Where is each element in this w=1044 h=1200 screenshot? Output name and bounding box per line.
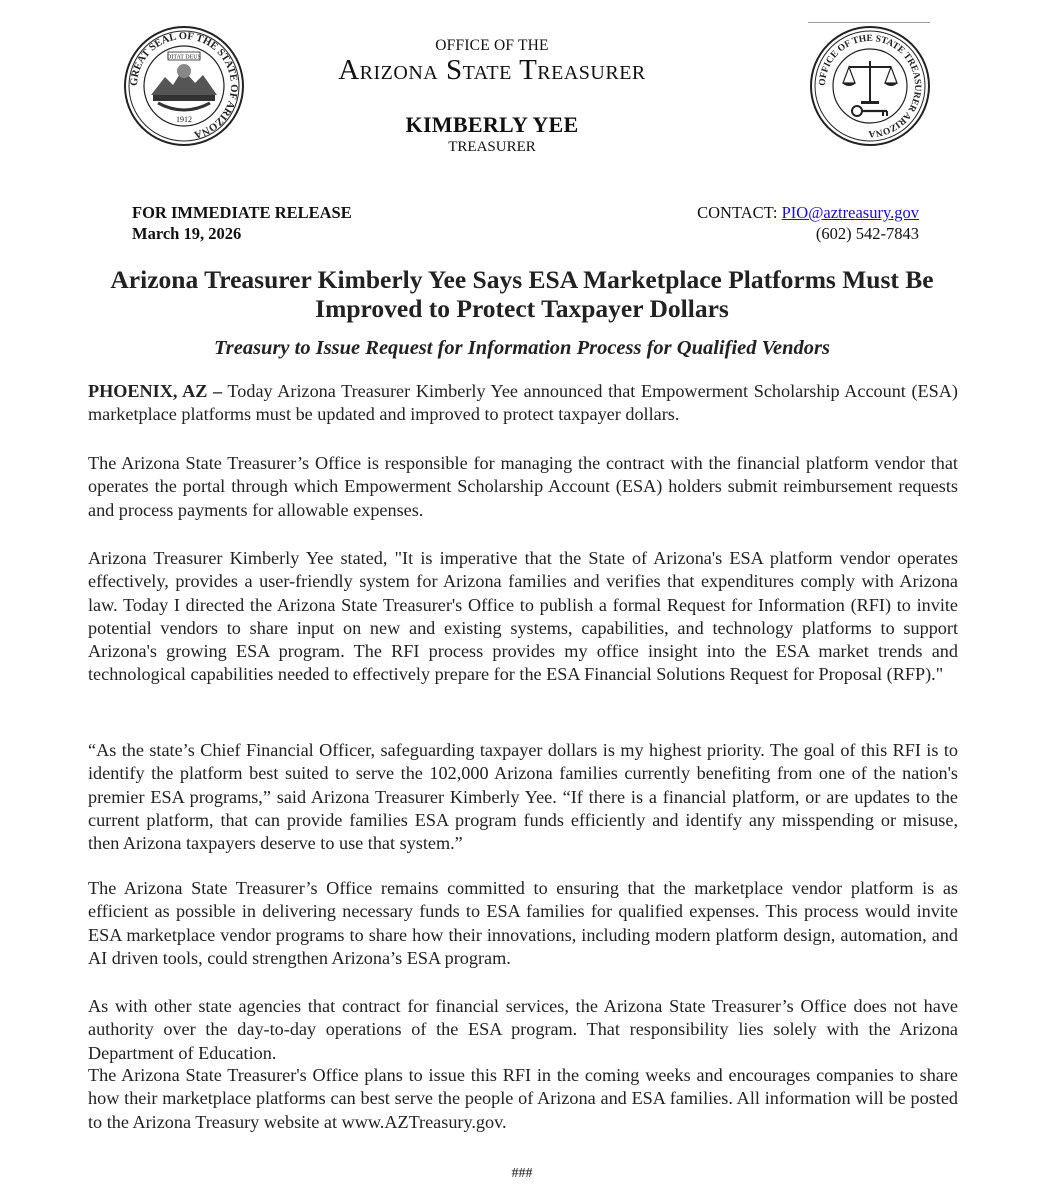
contact-phone: (602) 542-7843	[815, 224, 919, 243]
treasurer-title: TREASURER	[448, 139, 536, 155]
end-mark: ###	[511, 1166, 533, 1181]
subheadline: Treasury to Issue Request for Information Process for Qualified Vendors	[213, 337, 830, 359]
svg-text:GREAT SEAL OF THE STATE OF ARI: GREAT SEAL OF THE STATE OF ARIZONA	[128, 30, 240, 140]
paragraph-7: The Arizona State Treasurer's Office plans to issue this RFI in the coming weeks and encourages companies to share how their marketplace platforms can best serve the people of Arizona and ESA families. All information will be posted to the Arizona Treasury website at www.AZTreasury.gov.	[88, 1065, 958, 1132]
contact-info	[697, 202, 919, 244]
office-of-label: OFFICE OF THE	[435, 37, 549, 54]
treasurer-name: KIMBERLY YEE	[405, 112, 579, 137]
svg-text:DITAT DEUS: DITAT DEUS	[167, 54, 201, 61]
contact-email-link[interactable]: PIO@aztreasury.gov	[781, 203, 919, 222]
svg-text:1912: 1912	[176, 115, 192, 124]
top-rule	[808, 22, 930, 23]
contact-label: CONTACT:	[697, 203, 782, 222]
release-label: FOR IMMEDIATE RELEASE	[132, 203, 352, 222]
paragraph-3: Arizona Treasurer Kimberly Yee stated, "It is imperative that the State of Arizona's ESA platform vendor operates effectively, provides a user-friendly system for Arizona families and verifies that expenditures comply with Arizona law. Today I directed the Arizona State Treasurer's Office to publish a formal Request for Information (RFI) to invite potential vendors to share input on new and existing systems, capabilities, and technology platforms to support Arizona's growing ESA program. The RFI process provides my office insight into the ESA market trends and technological capabilities needed to effectively prepare for the ESA Financial Solutions Request for Proposal (RFP)."	[88, 548, 958, 685]
office-name: Arizona State Treasurer	[338, 54, 646, 86]
release-info	[132, 202, 352, 244]
release-date: March 19, 2026	[132, 224, 242, 243]
paragraph-6: As with other state agencies that contract for financial services, the Arizona State Treasurer’s Office does not have authority over the day-to-day operations of the ESA program. That responsibility lies solely with the Arizona Department of Education.	[88, 996, 958, 1063]
dateline: PHOENIX, AZ –	[88, 381, 223, 401]
paragraph-4: “As the state’s Chief Financial Officer, safeguarding taxpayer dollars is my highest priority. The goal of this RFI is to identify the platform best suited to serve the 102,000 Arizona families currently benefiting from one of the nation's premier ESA programs,” said Arizona Treasurer Kimberly Yee. “If there is a financial platform, or are updates to the current platform, that can provide families ESA program funds efficiently and identify any misspending or misuse, then Arizona taxpayers deserve to use that system.”	[88, 740, 958, 854]
paragraph-1	[88, 380, 958, 427]
paragraph-5: The Arizona State Treasurer’s Office remains committed to ensuring that the marketplace vendor platform is as efficient as possible in delivering necessary funds to ESA families for qualified expenses. This process would invite ESA marketplace vendor programs to share how their innovations, including modern platform design, automation, and AI driven tools, could strengthen Arizona’s ESA program.	[88, 878, 958, 968]
paragraph-1-text: Today Arizona Treasurer Kimberly Yee announced that Empowerment Scholarship Account (ESA) marketplace platforms must be updated and improved to protect taxpayer dollars.	[88, 381, 958, 425]
paragraph-2: The Arizona State Treasurer’s Office is responsible for managing the contract with the financial platform vendor that operates the portal through which Empowerment Scholarship Account (ESA) holders submit reimbursement requests and process payments for allowable expenses.	[88, 453, 958, 520]
headline: Arizona Treasurer Kimberly Yee Says ESA Marketplace Platforms Must Be Improved to Protect Taxpayer Dollars	[110, 265, 934, 323]
svg-text:OFFICE OF THE STATE TREASURER: OFFICE OF THE STATE TREASURER ARIZONA	[817, 33, 923, 139]
